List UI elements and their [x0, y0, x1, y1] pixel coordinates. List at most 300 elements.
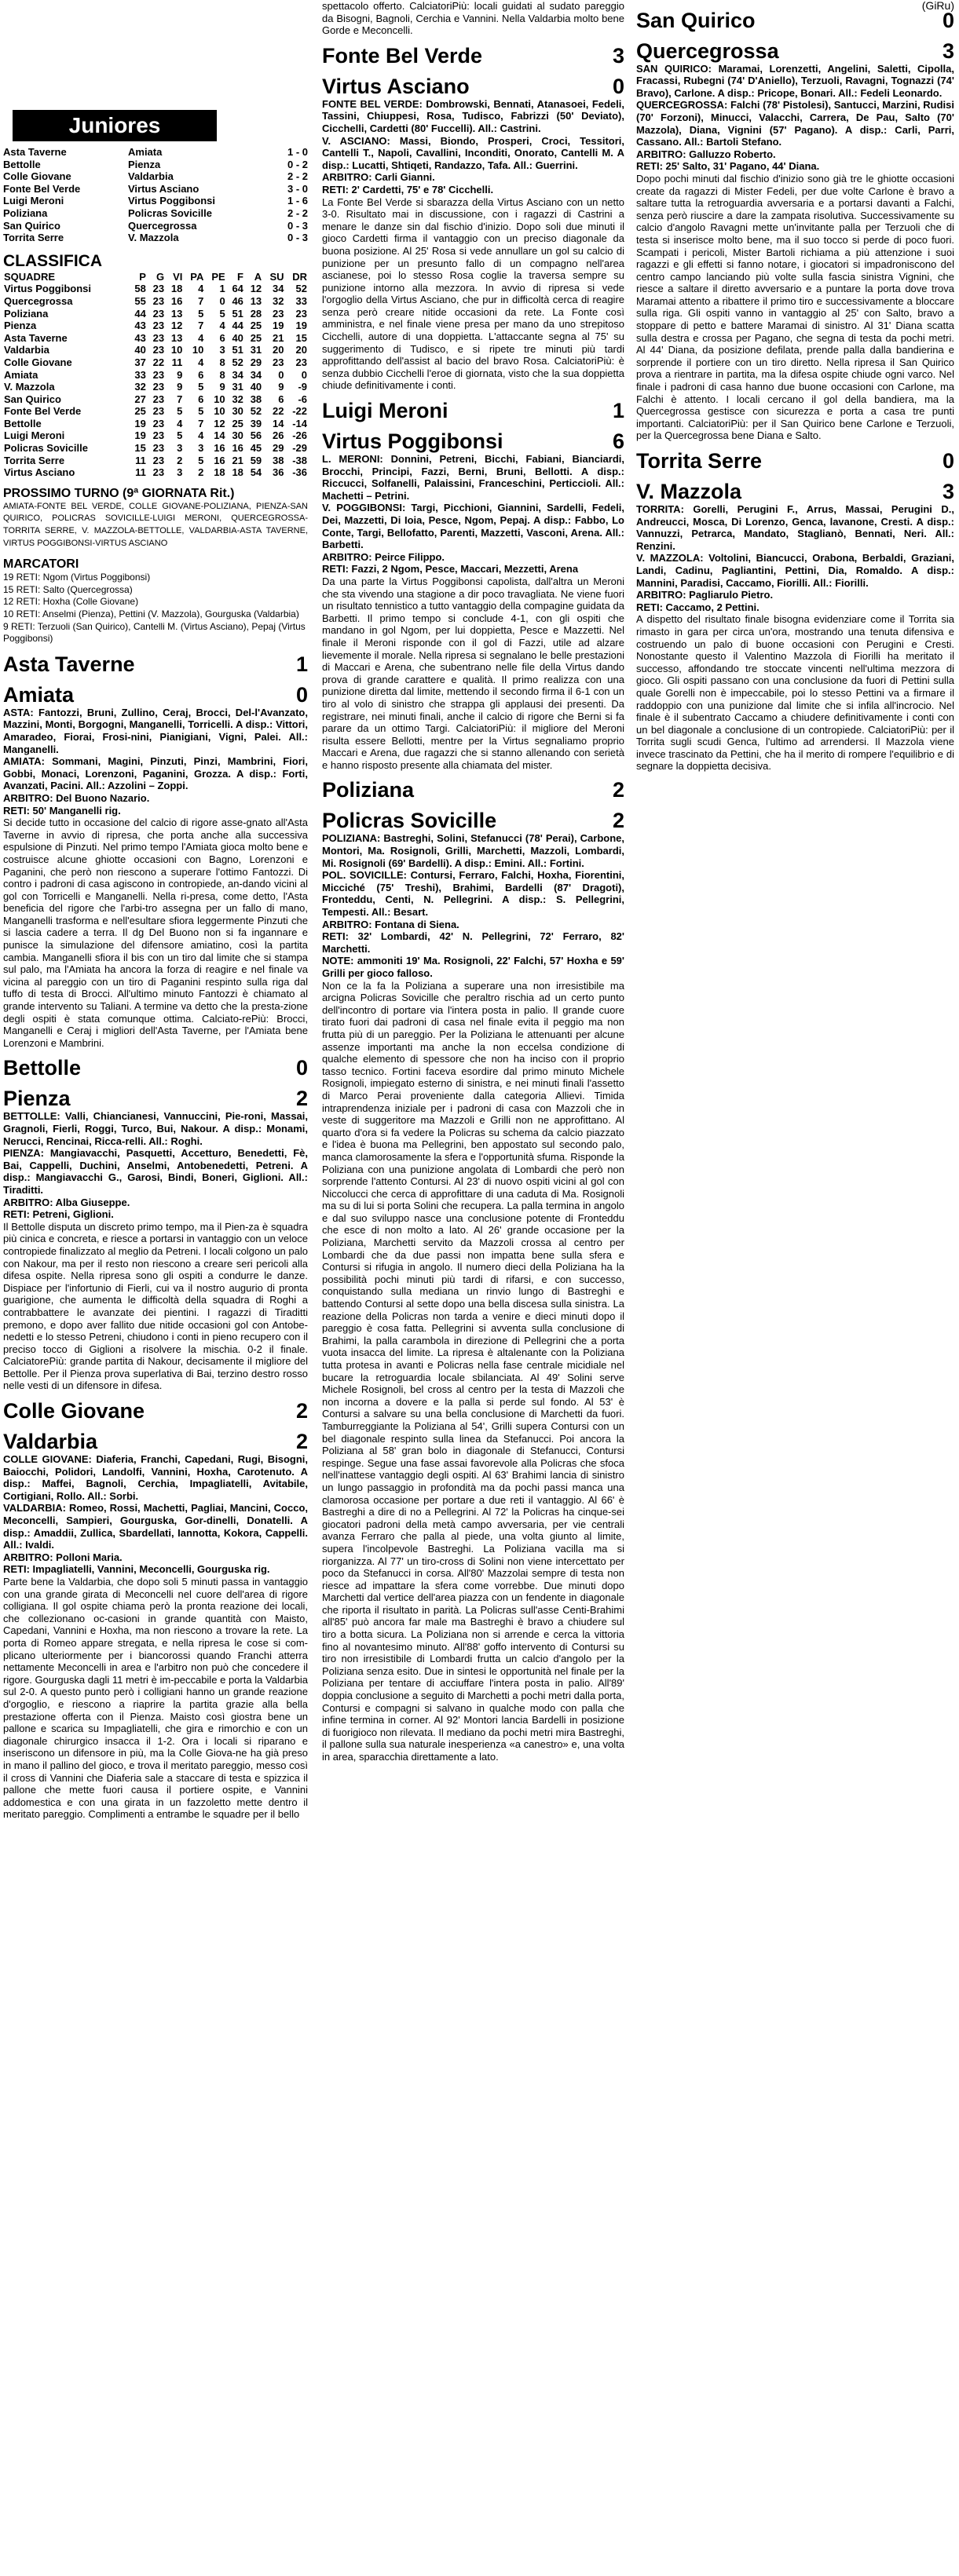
standings-cell: 4	[198, 283, 204, 295]
report-paragraph: POLIZIANA: Bastreghi, Solini, Stefanucci (78' Perai), Carbone, Montori, Ma. Rosignoli, Grilli, Marchetti, Mazzoli, Lombardi, Mi. Rosignoli (69' Bardelli). A disp.: Emini. All.: Fortini.	[322, 832, 624, 869]
standings-cell: 7	[198, 294, 204, 307]
report-paragraph: SAN QUIRICO: Maramai, Lorenzetti, Angelini, Saletti, Cipolla, Fracassi, Rubegni (74' D'Aniello), Terzuoli, Ravagni, Tognazzi (74' Bravo), Carlone. A disp.: Pricope, Bonari. All.: Fedeli Leonardo.	[636, 62, 954, 99]
standings-row	[3, 283, 308, 295]
team-name: Torrita Serre	[636, 449, 763, 473]
standings-row	[3, 320, 308, 332]
standings-cell: 44	[232, 320, 243, 332]
team-score-line	[322, 75, 624, 98]
standings-cell: 2	[198, 466, 204, 479]
standings-cell: 23	[295, 356, 307, 368]
report-paragraph: A dispetto del risultato finale bisogna evidenziare come il Torrita sia rimasto in gara per circa un'ora, mostrando una tenuta difensiva e costruendo un palo di buone occasioni con Perugini e Cresti. Nonostante questo il Valentino Mazzola di Fiorilli ha meritato il successo, affondando tre stoccate vincenti nell'ultima mezzora di gioco. Gli ospiti passano con una conclusione da fuori di Pettini sulla quale Gorelli non è impeccabile, poi lo stesso Pettini va a firmare il raddoppio con una punizione dal limite che si infila all'incrocio. Nel finale è il subentrato Caccamo a chiudere definitivamente i conti con un bel diagonale a conclusione di un contropiede. CalciatoriPiù: per il Torrita sugli scudi Genca, l'ultimo ad arrendersi. Il Mazzola viene invece trascinato da Pettini, che ha il merito di rompere l'equilibrio e di segnare la doppietta decisiva.	[636, 613, 954, 773]
standings-cell: 18	[170, 283, 183, 295]
standings-cell: 23	[273, 307, 284, 320]
team-name: V. Mazzola	[636, 480, 742, 503]
team-name: Virtus Poggibonsi	[322, 429, 503, 454]
result-row	[3, 183, 308, 195]
team-score: 2	[295, 1087, 308, 1111]
match-report	[636, 450, 954, 773]
standings-cell: Colle Giovane	[4, 356, 72, 368]
team-score: 0	[295, 682, 308, 707]
standings-cell: 34	[273, 283, 284, 295]
standings-row	[3, 418, 308, 430]
standings-cell: 9	[177, 381, 183, 393]
standings-cell: 43	[134, 320, 146, 332]
team-name: Valdarbia	[3, 1430, 98, 1454]
team-score: 3	[612, 43, 624, 68]
match-report	[322, 779, 624, 1763]
report-paragraph: ARBITRO: Fontana di Siena.	[322, 918, 459, 930]
standings-cell: 23	[273, 356, 284, 368]
standings-cell: -9	[298, 381, 307, 393]
standings-cell: 3	[198, 442, 204, 455]
standings-cell: 19	[134, 417, 146, 429]
report-paragraph: RETI: 50' Manganelli rig.	[3, 804, 121, 817]
team-score-line	[322, 430, 624, 453]
team-score-line	[3, 1087, 308, 1110]
standings-cell: 5	[177, 429, 183, 442]
standings-cell: -14	[292, 417, 307, 429]
match-report	[322, 45, 624, 392]
standings-cell: 3	[219, 344, 225, 356]
team-score-line	[322, 809, 624, 832]
standings-cell: 12	[170, 320, 183, 332]
result-row	[3, 170, 308, 183]
result-row	[3, 195, 308, 207]
result-home: Luigi Meroni	[3, 195, 64, 207]
scorer-line: 19 RETI: Ngom (Virtus Poggibonsi)	[3, 572, 151, 583]
team-name: Amiata	[3, 682, 75, 707]
team-score: 0	[612, 74, 624, 98]
standings-cell: San Quirico	[4, 393, 61, 405]
standings-cell: 21	[232, 454, 243, 466]
report-paragraph: NOTE: ammoniti 19' Ma. Rosignoli, 22' Falchi, 57' Hoxha e 59' Grilli per gioco falloso.	[322, 955, 624, 979]
standings-row	[3, 369, 308, 382]
standings-cell: 6	[198, 368, 204, 381]
standings-cell: 10	[214, 405, 225, 418]
team-score: 6	[612, 429, 624, 454]
report-paragraph: V. POGGIBONSI: Targi, Picchioni, Giannini, Sardelli, Fedeli, Dei, Mazzetti, Di Ioia, Pesce, Ngom, Pepaj. A disp.: Fabbo, Lo Conte, Targi, Bellofatto, Parenti, Mazzetti, Vasconi, Arena. All.: Barbetti.	[322, 502, 624, 551]
result-home: Torrita Serre	[3, 232, 64, 244]
standings-cell: 40	[232, 331, 243, 344]
standings-cell: 5	[198, 454, 204, 466]
standings-cell: Luigi Meroni	[4, 429, 65, 442]
standings-cell: 23	[152, 417, 165, 429]
report-paragraph: V. MAZZOLA: Voltolini, Biancucci, Orabona, Berbaldi, Graziani, Landi, Cadinu, Pagliantini, Pettini, Dia, Romaldo. A disp.: Mannini, Paradisi, Caccamo, Fiorilli. All.: Fiorilli.	[636, 552, 954, 589]
standings-cell: Virtus Poggibonsi	[4, 283, 91, 295]
standings-row	[3, 381, 308, 393]
standings-header: A	[254, 270, 262, 283]
report-paragraph: FONTE BEL VERDE: Dombrowski, Bennati, Atanasoei, Fedeli, Tassini, Chiuppesi, Rosa, Tudisco, Fabrizzi (50' Deviato), Cicchelli, Cardetti (80' Fuccelli). All.: Castrini.	[322, 97, 624, 134]
standings-header: F	[236, 270, 243, 283]
standings-cell: 32	[273, 294, 284, 307]
standings-row	[3, 429, 308, 442]
report-paragraph: RETI: Caccamo, 2 Pettini.	[636, 601, 760, 613]
standings-cell: 3	[177, 442, 183, 455]
standings-header: SU	[269, 270, 284, 283]
report-paragraph: AMIATA: Sommani, Magini, Pinzuti, Pinzi, Mambrini, Fiori, Gobbi, Monaci, Lorenzoni, Paganini, Grozza. A disp.: Forti, Avanzati, Pacini. All.: Azzolini – Zoppi.	[3, 755, 308, 792]
standings-cell: 30	[232, 405, 243, 418]
standings-cell: 23	[152, 454, 165, 466]
result-row	[3, 220, 308, 232]
standings-cell: 5	[219, 307, 225, 320]
team-name: Virtus Asciano	[322, 74, 470, 98]
standings-row	[3, 344, 308, 356]
result-away: Quercegrossa	[128, 219, 197, 232]
team-score-line	[3, 653, 308, 676]
standings-cell: 14	[214, 429, 225, 442]
standings-row	[3, 308, 308, 320]
standings-cell: 37	[134, 356, 146, 368]
standings-row	[3, 356, 308, 369]
result-row	[3, 159, 308, 171]
scorers-list	[3, 572, 308, 645]
standings-cell: 10	[192, 344, 204, 356]
standings-cell: -29	[292, 442, 307, 455]
standings-cell: 25	[250, 320, 262, 332]
standings-cell: 10	[170, 344, 183, 356]
standings-cell: 36	[273, 466, 284, 479]
standings-cell: 11	[135, 466, 146, 479]
standings-cell: 52	[250, 405, 262, 418]
standings-cell: 4	[198, 356, 204, 368]
standings-cell: 6	[219, 331, 225, 344]
standings-cell: 25	[134, 405, 146, 418]
standings-cell: 5	[198, 381, 204, 393]
team-name: Colle Giovane	[3, 1399, 145, 1423]
scorer-line: 10 RETI: Anselmi (Pienza), Pettini (V. Mazzola), Gourguska (Valdarbia)	[3, 608, 299, 619]
standings-cell: 46	[232, 294, 243, 307]
report-paragraph: ASTA: Fantozzi, Bruni, Zullino, Ceraj, Brocci, Del-l'Avanzato, Mazzini, Monti, Borgogni, Manganelli, Torricelli. A disp.: Vittori, Amaradeo, Fiorai, Frosi-nini, Pianigiani, Vigni, Palei. All.: Manganelli.	[3, 706, 308, 755]
standings-cell: 25	[250, 331, 262, 344]
standings-cell: 4	[198, 429, 204, 442]
standings-cell: 0	[301, 368, 307, 381]
result-score: 2 - 2	[287, 206, 308, 219]
standings-cell: -22	[292, 405, 307, 418]
standings-cell: 59	[250, 454, 262, 466]
team-score-line	[322, 400, 624, 422]
result-row	[3, 232, 308, 244]
standings-cell: 4	[177, 417, 183, 429]
report-paragraph: L. MERONI: Donnini, Petreni, Bicchi, Fabiani, Bianciardi, Brocchi, Principi, Fazzi, Berni, Bruni, Bellotti. A disp.: Riccucci, Solfanelli, Palaissini, Franceschini, Perticcioli. All.: Machetti – Petrini.	[322, 453, 624, 502]
result-score: 0 - 3	[287, 219, 308, 232]
standings-cell: 6	[198, 393, 204, 405]
standings-cell: 13	[250, 294, 262, 307]
match-report	[3, 1400, 308, 1821]
standings-cell: 56	[250, 429, 262, 442]
standings-cell: 14	[273, 417, 284, 429]
standings-row	[3, 442, 308, 455]
result-score: 1 - 0	[287, 146, 308, 158]
result-home: San Quirico	[3, 219, 60, 232]
standings-cell: 38	[273, 454, 284, 466]
result-home: Colle Giovane	[3, 170, 71, 183]
standings-cell: 9	[278, 381, 284, 393]
standings-cell: 45	[250, 442, 262, 455]
report-paragraph: RETI: 2' Cardetti, 75' e 78' Cicchelli.	[322, 183, 494, 195]
team-name: Luigi Meroni	[322, 399, 448, 423]
report-paragraph: V. ASCIANO: Massi, Biondo, Prosperi, Croci, Tessitori, Cantelli T., Napoli, Cavallini, Inconditi, Onorato, Cantelli M. A disp.: Lucatti, Shtiqeti, Randazzo, Tafa. All.: Guerrini.	[322, 134, 624, 171]
standings-cell: 23	[152, 368, 165, 381]
match-report	[636, 9, 954, 442]
standings-cell: 11	[135, 454, 146, 466]
report-paragraph: COLLE GIOVANE: Diaferia, Franchi, Capedani, Rugi, Bisogni, Baiocchi, Polidori, Landolfi, Vannini, Hoxha, Carotenuto. A disp.: Maffei, Bagnoli, Cerchia, Impagliatelli, Avitabile, Cortigiani, Rollo. All.: Sorbi.	[3, 1453, 308, 1502]
standings-cell: 23	[152, 442, 165, 455]
result-score: 1 - 6	[287, 195, 308, 207]
team-score-line	[636, 9, 954, 32]
match-report-continuation: spettacolo offerto. CalciatoriPiù: locali guidati al sudato pareggio da Bisogni, Bagnoli, Cerchia e Vannini. Nella Valdarbia molto bene Gorde e Meconcelli.	[322, 0, 624, 37]
standings-cell: 6	[278, 393, 284, 405]
report-paragraph: Si decide tutto in occasione del calcio di rigore asse-gnato all'Asta Taverne in avvio di ripresa, che porta anche alla successiva espulsione di Pinzuti. Nel primo tempo l'Amiata gioca molto bene e costruisce alcune ghiotte occasioni con Bagno, Lorenzoni e Paganini, che però non riescono a superare l'ottimo Fantozzi. Di contro i padroni di casa agiscono in contropiede, an-dando vicini al gol con Torricelli e Manganelli. Nella ri-presa, come detto, l'Asta beneficia del rigore che l'arbi-tro assegna per un fallo di mano, Manganelli trasforma e nell'esultare sfiora leggermente Pinzuti che si lascia cadere a terra. Il dg Del Buono non si fa ingannare e punisce la simulazione del difensore amiatino, così la partita cambia. Manganelli sfiora il bis con un tiro dal limite che si stampa sul palo, ma l'Amiata ha ancora la forza di reagire e nel finale va vicina al pareggio con un tiro di Paganini respinto sulla riga dal tuffo di testa di Brocci. All'ultimo minuto Fantozzi è chiamato al grande intervento su Taliani. A termine va detto che la presta-zione degli ospiti è stata comunque ottima. Calciato-rePiù: Brocci, Manganelli e Ceraj i migliori dell'Asta Taverne, per l'Amiata bene Lorenzoni e Mambrini.	[3, 817, 308, 1049]
standings-cell: 9	[219, 381, 225, 393]
standings-cell: Amiata	[4, 368, 38, 381]
standings-cell: 3	[177, 466, 183, 479]
report-paragraph: BETTOLLE: Valli, Chiancianesi, Vannuccini, Pie-roni, Massai, Gragnoli, Fierli, Roggi, Turco, Bui, Nakour. A disp.: Monami, Nerucci, Rencinai, Ricca-relli. All.: Roghi.	[3, 1110, 308, 1147]
report-paragraph: Il Bettolle disputa un discreto primo tempo, ma il Pien-za è squadra più cinica e concreta, e riesce a portarsi in vantaggio con un veloce contropiede finalizzato al meglio da Petreni. I locali colgono un palo con Nakour, ma per il resto non riescono a creare seri pericoli alla difesa ospite. Nella ripresa sono gli ospiti a condurre le danze. Dispiace per l'infortunio di Fierli, cui va il nostro augurio di pronta guarigione, che aumenta le difficoltà della squadra di Roghi a contrabbattere le avanzate dei pientini. I ragazzi di Tiraditti premono, e dopo aver fallito due nitide occasioni gol con Antobe-nedetti e lo stesso Petreni, chiudono i conti in pieno recupero con il preciso tocco di Giglioni a risolvere la mischia. 0-2 il finale. CalciatorePiù: grande partita di Nakour, decisamente il migliore del Bettolle. Per il Pienza prova superlativa di Bai, terzino destro rosso nelle vesti di un difensore in difesa.	[3, 1220, 308, 1392]
next-round-text: AMIATA-FONTE BEL VERDE, COLLE GIOVANE-POLIZIANA, PIENZA-SAN QUIRICO, POLICRAS SOVICILLE-LUIGI MERONI, QUERCEGROSSA-TORRITA SERRE, V. MAZZOLA-BETTOLLE, VALDARBIA-ASTA TAVERNE, VIRTUS POGGIBONSI-VIRTUS ASCIANO	[3, 501, 308, 548]
standings-cell: 10	[214, 393, 225, 405]
result-score: 2 - 2	[287, 170, 308, 183]
result-away: Pienza	[128, 158, 161, 170]
standings-header: DR	[292, 270, 307, 283]
standings-cell: 23	[152, 320, 165, 332]
team-name: Fonte Bel Verde	[322, 43, 483, 68]
standings-cell: 20	[273, 344, 284, 356]
standings-cell: 31	[250, 344, 262, 356]
standings-cell: 32	[134, 381, 146, 393]
standings-cell: 26	[273, 429, 284, 442]
results-list	[3, 146, 308, 244]
standings-cell: Poliziana	[4, 307, 49, 320]
team-score: 3	[942, 480, 954, 503]
standings-cell: 12	[214, 417, 225, 429]
standings-cell: Fonte Bel Verde	[4, 405, 82, 418]
standings-cell: 23	[152, 331, 165, 344]
standings-cell: 4	[219, 320, 225, 332]
match-report	[3, 653, 308, 1050]
scorer-line: 12 RETI: Hoxha (Colle Giovane)	[3, 596, 139, 608]
result-score: 0 - 3	[287, 232, 308, 244]
scorer-line: 15 RETI: Salto (Quercegrossa)	[3, 583, 133, 595]
standings-cell: 22	[273, 405, 284, 418]
report-paragraph: PIENZA: Mangiavacchi, Pasquetti, Accetturo, Benedetti, Fè, Bai, Cappelli, Duchini, Anselmi, Antobenedetti, Petreni. A disp.: Mangiavacchi G., Garosi, Bindi, Boneri, Giglioni. All.: Tiraditti.	[3, 1147, 308, 1196]
team-score-line	[3, 1400, 308, 1423]
team-name: San Quirico	[636, 8, 756, 32]
standings-cell: 16	[214, 454, 225, 466]
standings-cell: 1	[219, 283, 225, 295]
team-score: 0	[942, 449, 954, 473]
standings-row	[3, 466, 308, 479]
standings-cell: 40	[250, 381, 262, 393]
standings-cell: 64	[232, 283, 243, 295]
standings-cell: 16	[170, 294, 183, 307]
report-paragraph: La Fonte Bel Verde si sbarazza della Virtus Asciano con un netto 3-0. Risultato mai in discussione, con i ragazzi di Castrini a menare le danze sin dal fischio d'inizio. Dopo soli due minuti il gioco Cardetti firma il vantaggio con un preciso diagonale da buona posizione. Al 25' Rosa si vede annullare un gol su calcio di punizione per un presunto fallo di un compagno nell'area ascianese, poi lo stesso Rosa coglie la traversa sempre su punizione intorno alla mezzora. In avvio di ripresa si vede l'orgoglio della Virtus Asciano, che pur in difficoltà cerca di reagire senza però creare nitide occasioni da rete. La Fonte così amministra, e nel finale viene presa per mano da uno strepitoso Cicchelli, autore di una doppietta. L'attaccante segna al 75' su suggerimento di Tudisco, e si ripete tre minuti più tardi approfittando dell'assist al bacio del bravo Rosa. CalciatoriPiù: è senza dubbio Cicchelli l'eroe di giornata, visto che la sua doppietta chiude definitivamente i conti.	[322, 195, 624, 392]
standings-cell: 54	[250, 466, 262, 479]
column-2	[322, 0, 624, 1763]
column-3	[636, 0, 954, 773]
standings-cell: 5	[177, 405, 183, 418]
team-score: 1	[612, 399, 624, 423]
report-paragraph: RETI: Fazzi, 2 Ngom, Pesce, Maccari, Mezzetti, Arena	[322, 563, 579, 575]
team-score: 2	[295, 1430, 308, 1454]
standings-cell: 7	[177, 393, 183, 405]
team-score-line	[3, 684, 308, 707]
standings-cell: 23	[152, 393, 165, 405]
column-1	[3, 0, 308, 1821]
standings-cell: 52	[295, 283, 307, 295]
standings-cell: Bettolle	[4, 417, 42, 429]
result-home: Fonte Bel Verde	[3, 182, 81, 195]
standings-cell: 0	[278, 368, 284, 381]
standings-cell: 12	[250, 283, 262, 295]
standings-cell: 8	[219, 368, 225, 381]
standings-cell: 18	[232, 466, 243, 479]
standings-cell: 25	[232, 417, 243, 429]
report-paragraph: RETI: 25' Salto, 31' Pagano, 44' Diana.	[636, 160, 820, 173]
report-paragraph: Parte bene la Valdarbia, che dopo soli 5 minuti passa in vantaggio con una grande girata di Meconcelli nel cuore dell'area di rigore colligiana. Il gol ospite chiama però la pronta reazione dei locali, che collezionano oc-casioni in grande quantità con Maisto, Capedani, Vannini e Hoxha, ma non riescono a trovare la rete. La porta di Romeo appare stregata, e nella ripresa le cose si com-plicano ulteriormente per i biancorossi quando Franchi atterra nettamente Meconcelli in area e l'arbitro non può che concedere il rigore. Gourguska dagli 11 metri è im-peccabile e porta la Valdarbia sul 2-0. A questo punto però i colligiani hanno un grande reazione d'orgoglio, e riescono a riaprire la partita grazie alla bella prestazione offerta con il Pienza. Maisto così giostra bene un pallone e scarica su Impagliatelli, che gira e rimorchio e con un diagonale chirurgico insacca il 1-2. Ora i locali si riparano e inseriscono un difensore in più, ma la Colle Giova-ne ha già preso in mano il pallino del gioco, e trova il meritato pareggio, messo così il cross di Vannini che Diaferia sale a staccare di testa e spizzica il pallone che mette fuori causa il portiere ospite, e Vannini addomestica e con una girata in un fazzoletto mette dentro il meritato pareggio. Complimenti a entrambe le squadre per il bello	[3, 1576, 308, 1821]
scorers-title: MARCATORI	[3, 557, 79, 572]
team-name: Pienza	[3, 1087, 71, 1111]
standings-cell: 29	[250, 356, 262, 368]
standings-header: VI	[173, 270, 183, 283]
result-away: Amiata	[128, 146, 163, 158]
next-round-title: PROSSIMO TURNO (9ª GIORNATA Rit.)	[3, 486, 235, 500]
standings-cell: Virtus Asciano	[4, 466, 75, 479]
standings-header: PA	[190, 270, 204, 283]
standings-cell: 23	[152, 344, 165, 356]
standings-cell: 15	[134, 442, 146, 455]
standings-row	[3, 405, 308, 418]
juniores-banner: Juniores	[13, 110, 217, 141]
standings-cell: 30	[232, 429, 243, 442]
standings-cell: -26	[292, 429, 307, 442]
standings-cell: 16	[232, 442, 243, 455]
standings-cell: 38	[250, 393, 262, 405]
team-score: 2	[612, 809, 624, 833]
standings-cell: 43	[134, 331, 146, 344]
match-report	[322, 400, 624, 771]
team-score: 2	[295, 1399, 308, 1423]
standings-cell: 40	[134, 344, 146, 356]
standings-cell: -6	[298, 393, 307, 405]
standings-cell: 39	[250, 417, 262, 429]
standings-cell: 5	[198, 307, 204, 320]
team-score: 2	[612, 778, 624, 802]
standings-cell: 2	[177, 454, 183, 466]
standings-cell: 4	[198, 331, 204, 344]
standings-cell: 13	[170, 307, 183, 320]
standings-cell: 44	[134, 307, 146, 320]
standings-cell: 23	[152, 307, 165, 320]
team-score: 0	[295, 1056, 308, 1080]
standings-cell: Asta Taverne	[4, 331, 68, 344]
report-paragraph: Dopo pochi minuti dal fischio d'inizio sono già tre le ghiotte occasioni create da ragazzi di Mister Fedeli, per due volte Carlone è bravo a saltare tutta la retroguardia avversaria e a portarsi davanti a Falchi, senza però riuscire a dare la zampata risolutiva. Successivamente su calcio d'angolo Ravagni mette un'invitante palla per Terzuoli che di testa si inserisce molto bene, ma il suo tocco si perde di poco fuori. Scampati i pericoli, Mister Bartoli richiama a più attenzione i suoi ragazzi e gli effetti si fanno notare, i giocatori si impadroniscono del centro campo lanciando più volte sulla fascia sinistra Vignini, che riesce a saltare il diretto avversario e a puntare la porta dove trova Maramai attento a ribattere il primo tiro e successivamente a bloccare sulla riga. Gli ospiti vanno in vantaggio al 25' con Salto, bravo a stoppare di petto e battere Maramai di sinistro. Al 31' Diana scatta sulla destra e crossa per Pagano, che segna di testa da pochi metri. Al 44' Diana, da posizione defilata, prende palla dalla bandierina e sorprende il portiere con un tiro diretto. Nella ripresa il San Quirico prova a rientrare in partita, ma la difesa ospite chiude ogni varco. Nel finale i padroni di casa hanno due buone occasioni con Carlone, ma Falchi è attento. I locali cercano il gol della bandiera, ma la Quercegrossa gestisce con sicurezza e porta a casa tre punti importanti. CalciatoriPiù: per il San Quirico bene Carlone e Terzuoli, per la Quercegrossa bene Diana e Salto.	[636, 172, 954, 442]
standings-cell: 7	[198, 320, 204, 332]
team-score-line	[636, 40, 954, 63]
standings-cell: 23	[152, 283, 165, 295]
result-away: Virtus Asciano	[128, 182, 199, 195]
team-score-line	[322, 779, 624, 802]
standings-cell: 7	[198, 417, 204, 429]
standings-cell: 5	[198, 405, 204, 418]
result-score: 0 - 2	[287, 158, 308, 170]
standings-row	[3, 332, 308, 345]
standings-title: CLASSIFICA	[3, 251, 102, 270]
team-score: 3	[942, 38, 954, 63]
standings-cell: 21	[273, 331, 284, 344]
report-paragraph: RETI: Impagliatelli, Vannini, Meconcelli, Gourguska rig.	[3, 1563, 270, 1576]
standings-cell: 15	[295, 331, 307, 344]
standings-cell: Torrita Serre	[4, 454, 65, 466]
match-report	[3, 1057, 308, 1392]
team-name: Poliziana	[322, 778, 415, 802]
standings-cell: 33	[295, 294, 307, 307]
standings-cell: 58	[134, 283, 146, 295]
standings-cell: 51	[232, 344, 243, 356]
standings-cell: 34	[250, 368, 262, 381]
standings-cell: 52	[232, 356, 243, 368]
standings-row	[3, 455, 308, 467]
team-name: Policras Sovicille	[322, 809, 497, 833]
standings-cell: 16	[214, 442, 225, 455]
standings-cell: 11	[171, 356, 183, 368]
team-score-line	[636, 480, 954, 503]
standings-row	[3, 295, 308, 308]
report-paragraph: ARBITRO: Peirce Filippo.	[322, 550, 445, 563]
standings-cell: 22	[152, 356, 165, 368]
standings-cell: 0	[219, 294, 225, 307]
standings-cell: 23	[152, 466, 165, 479]
report-paragraph: QUERCEGROSSA: Falchi (78' Pistolesi), Santucci, Marzini, Rudisi (70' Forzoni), Minucci, Valacchi, Carrera, De Pau, Salto (70' Mazzola), Diana, Vignini (57' Pagano). A disp.: Carli, Parri, Cassano. All.: Bartoli Stefano.	[636, 99, 954, 148]
report-paragraph: Da una parte la Virtus Poggibonsi capolista, dall'altra un Meroni che sta vivendo una stagione a dir poco travagliata. Ne viene fuori un risultato tennistico a tutto vantaggio della compagine guidata da Barbetti. Il primo tempo si conclude 4-1, con gli ospiti che mandano in gol Ngom, per lui doppietta, Pesce e Mazzetti. Nel finale il Meroni risponde con il gol di Fazzi, utile ad alzare lievemente il morale. Nella ripresa si segnalano le belle prestazioni di Maccari e Arena, che subentrano nelle file della Virtus dando prova di grande carattere e qualità. Il primo realizza con una punizione diretta dal limite, mettendo il secondo firma il 6-1 con un tiro al volo di sinistro che strappa gli applausi dei presenti. Da registrare, nei minuti finali, anche il calcio di rigore che Berni si fa parare da un ottimo Targi. CalciatoriPiù: il migliore del Meroni risulta essere Bellotti, mentre per la Virtus segnaliamo proprio Maccari e Arena, due ragazzi che si stanno allenando con serietà e hanno risposto presente alla chiamata del mister.	[322, 575, 624, 771]
standings-cell: V. Mazzola	[4, 381, 55, 393]
report-paragraph: TORRITA: Gorelli, Perugini F., Arrus, Massai, Perugini D., Andreucci, Mosca, Di Lorenzo, Genca, lavanone, Cresti. A disp.: Vannuzzi, Petrarca, Mandato, Staglianò, Bennati, Neri. All.: Renzini.	[636, 503, 954, 552]
standings-header: PE	[211, 270, 225, 283]
team-name: Bettolle	[3, 1056, 82, 1080]
standings-cell: -38	[292, 454, 307, 466]
team-score-line	[322, 45, 624, 68]
report-paragraph: ARBITRO: Polloni Maria.	[3, 1551, 123, 1563]
standings-cell: Policras Sovicille	[4, 442, 88, 455]
author-credit: (GiRu)	[921, 0, 954, 12]
standings-cell: 31	[232, 381, 243, 393]
result-away: Policras Sovicille	[128, 206, 212, 219]
team-score: 0	[942, 8, 954, 32]
standings-cell: 34	[232, 368, 243, 381]
standings-table	[3, 271, 308, 479]
team-score: 1	[295, 652, 308, 676]
standings-cell: 23	[295, 307, 307, 320]
standings-cell: 19	[295, 320, 307, 332]
team-score-line	[3, 1057, 308, 1080]
standings-cell: 51	[232, 307, 243, 320]
result-row	[3, 207, 308, 220]
standings-cell: 32	[232, 393, 243, 405]
team-name: Asta Taverne	[3, 652, 135, 676]
report-paragraph: ARBITRO: Carli Gianni.	[322, 171, 435, 184]
standings-row	[3, 393, 308, 406]
standings-cell: 55	[134, 294, 146, 307]
standings-cell: 23	[152, 294, 165, 307]
report-paragraph: ARBITRO: Alba Giuseppe.	[3, 1196, 130, 1208]
report-paragraph: Non ce la fa la Poliziana a superare una non irresistibile ma arcigna Policras Sovicille che peraltro rischia ad un certo punto dell'incontro di portare via l'intera posta in palio. Il grande cuore tirato fuori dai padroni di casa nel finale evita il peggio ma non frutta più di un pareggio. Per la Poliziana le attenuanti per alcune assenze importanti ma anche la non eccelsa condizione di qualche elemento di spessore che non ha inciso con il proprio tasso tecnico. Fortini faceva esordire dal primo minuto Michele Rosignoli, impiegato esterno di sinistra, e nei minuti finali l'assetto di Marco Perai proveniente dalla categoria Allievi. Timida intraprendenza iniziale per i padroni di casa con Mazzoli che in veste di suggeritore ma Mazzoli e Grilli non ne approfittano. Al quarto d'ora si fa vedere la Policras su schema da calcio piazzato e l'idea è buona ma Pellegrini, ben appostato sul secondo palo, manca clamorosamente la sfera e l'opportunità sfuma. Risponde la Poliziana con una punizione angolata di Lombardi che però non sorprende l'attento Contursi. Al 23' di nuovo ospiti vicini al gol con Niccolucci che cerca di approfittare di una caduta di Ma. Rosignoli ma su di lui si porta Solini che recupera. La palla termina in angolo e dal suo sviluppo nasce una conclusione potente di Fronteddu che esce di non molto a lato. Al 26' grande occasione per la Poliziana, Marchetti servito da Mazzoli crossa al centro per Lombardi che da due passi non impatta bene sulla sfera e Contursi si rifugia in angolo. Il numero dieci della Poliziana ha la possibilità pochi minuti più tardi di rifarsi, e con successo, conquistando sulla mediana un rinvio lungo di Bastreghi e battendo Contursi al sette dopo una bella discesa sulla sinistra. La reazione della Policras non tarda a venire e dieci minuti dopo il pareggio è cosa fatta. Pellegrini si avventa sulla conclusione di Brahimi, la palla carambola in direzione di Pellegrini che a porta vuota insacca del limite. La ripresa è altalenante con la Poliziana tutta protesa in avanti e Policras nella fase centrale micidiale nel bucare la retroguardia locale sbilanciata. Al 49' Solini serve Michele Rosignoli, bel cross al centro per la testa di Mazzoli che non incorna a dovere e la palla si perde sul fondo. Al 53' è Contursi a salvare su una bella conclusione di Marchetti da fuori. Tamburreggiante la Poliziana al 54', Grilli supera Contursi con un bel diagonale respinto sulla linea da Stefanucci. Poi ancora la Poliziana al 58' gran bolo in diagonale di Stefanucci, Contursi respinge. Segue una fase assai favorevole alla Policras che sfoca nell'inattese vantaggio degli ospiti. Al 63' Brahimi lancia di sinistro un lungo passaggio in profondità ma da pochi passi manca una clamorosa occasione per portare a due reti il vantaggio. Al 66' è Bastreghi a dire di no a Pellegrini. Al 72' la Policras ha cinque-sei giocatori padroni della metà campo avversaria, per vie centrali avanza Ferraro che palla al piede, una volta giunto al limite, supera l'incolpevole Bastreghi. La Poliziana vacilla ma si riorganizza. Al 77' un tiro-cross di Solini non viene intercettato per poco da Stefanucci in corsa. All'80' Mazzolai sempre di testa non riesce ad impattare la sfera come vorrebbe. Due minuti dopo Marchetti dal vertice dell'area piazza con un fendente in diagonale che riporta il risultato in parità. La Policras sull'asse Centi-Brahimi all'85' può ancora far male ma Bastreghi è bravo a chiudere sul tiro a botta sicura. La Poliziana non si arrende e cerca la vittoria fino al novantesimo minuto. All'88' goffo intervento di Contursi su tiro non irresistibile di Lombardi frutta un calcio d'angolo per la Poliziana senza esito. Due in sintesi le opportunità nel finale per la Poliziana per tentare di acciuffare l'intera posta in palio. All'89' doppia conclusione a seguito di Marchetti a pochi metri dalla porta, Contursi e compagni si salvano in qualche modo con palla che infine termina in corner. Al 92' Montori lancia Bardelli in posizione di fuorigioco non rilevata. Il mediano da pochi metri mira Bastreghi, il pallone sulla sua naturale inesperienza «a canestro» e, una volta in area, sparacchia direttamente a lato.	[322, 979, 624, 1763]
report-paragraph: ARBITRO: Del Buono Nazario.	[3, 791, 150, 804]
result-away: Valdarbia	[128, 170, 174, 183]
scorer-line: 9 RETI: Terzuoli (San Quirico), Cantelli M. (Virtus Asciano), Pepaj (Virtus Poggibonsi)	[3, 620, 306, 645]
report-paragraph: ARBITRO: Galluzzo Roberto.	[636, 148, 776, 160]
report-paragraph: POL. SOVICILLE: Contursi, Ferraro, Falchi, Hoxha, Fiorentini, Micciché (75' Treshi), Brahimi, Bardelli (87' Dragoti), Fronteddu, Centi, N. Pellegrini. A disp.: S. Pellegrini, Tempesti. All.: Besart.	[322, 869, 624, 919]
standings-cell: Pienza	[4, 320, 37, 332]
standings-cell: 8	[219, 356, 225, 368]
